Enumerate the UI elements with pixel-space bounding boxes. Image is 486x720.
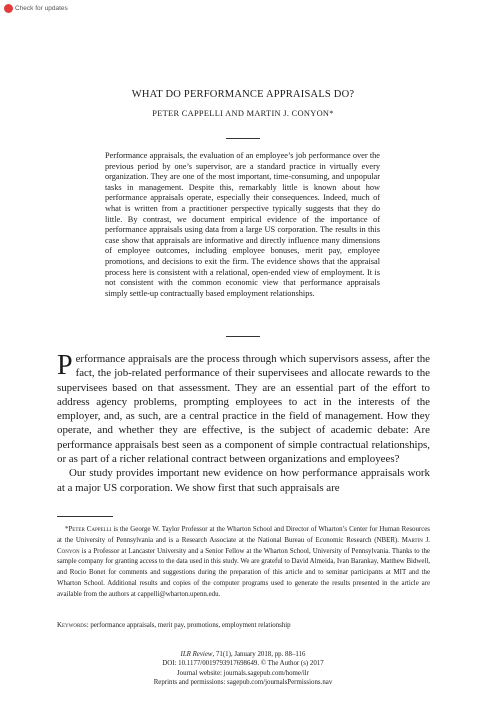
article-title: WHAT DO PERFORMANCE APPRAISALS DO? <box>131 89 355 100</box>
journal-citation <box>0 650 486 659</box>
body-paragraph-2: Our study provides important new evidence on how performance appraisals work at a major US corporation. We show first that such appraisals are <box>57 467 430 494</box>
check-for-updates-badge[interactable] <box>4 3 68 14</box>
drop-cap: P <box>57 350 73 381</box>
journal-website: Journal website: journals.sagepub.com/home/ilr <box>176 669 310 677</box>
abstract-bottom-rule <box>226 336 260 337</box>
journal-info <box>0 650 486 688</box>
journal-issue: , 71(1), January 2018, pp. 88–116 <box>212 651 306 658</box>
keywords-label: Keywords <box>57 622 87 629</box>
badge-label: Check for updates <box>15 5 68 12</box>
body-paragraph-1 <box>57 352 430 466</box>
keywords <box>57 622 430 629</box>
journal-doi: DOI: 10.1177/0019793917698649. © The Author (s) 2017 <box>162 660 324 668</box>
footnote-marker: * <box>65 526 69 533</box>
footnote-author-2: Martin J. Conyon <box>57 536 430 555</box>
body-text <box>57 352 430 495</box>
journal-reprints: Reprints and permissions: sagepub.com/journalsPermissions.nav <box>153 679 333 687</box>
article-authors: PETER CAPPELLI AND MARTIN J. CONYON* <box>152 109 334 118</box>
author-footnote <box>57 525 430 601</box>
footnote-rule <box>57 516 113 517</box>
keywords-text: : performance appraisals, merit pay, promotions, employment relationship <box>86 622 291 629</box>
footnote-text-2: is a Professor at Lancaster University and a Senior Fellow at the Wharton School, University of Pennsylvania. Thanks to the sample company for granting access to the data used in this study. We are grateful to David Almeida, Ivan Barankay, Matthew Bidwell, and Rocio Bonet for comments and suggestions during the preparation of this article and to seminar participants at MIT and the Wharton School. Additional results and copies of the computer programs used to generate the results presented in the article are available from the authors at cappelli@wharton.upenn.edu. <box>57 547 430 598</box>
footnote-text-1: is the George W. Taylor Professor at the Wharton School and Director of Wharton’s Center for Human Resources at the University of Pennsylvania and is a Research Associate at the National Bureau of Economic Research (NBER). <box>57 526 430 544</box>
paragraph-1-text: erformance appraisals are the process through which supervisors assess, after the fact, the job-related performance of their supervisees and allocate rewards to the supervisees based on that assessment. They are an essential part of the effort to address agency problems, prompting employees to act in the interests of the employer, and, as such, are a central practice in the field of management. How they operate, and whether they are effective, is the subject of academic debate: Are performance appraisals best seen as a component of simple contractual relationships, or as part of a richer relational contract between organizations and employees? <box>57 353 430 466</box>
journal-name: ILR Review <box>180 651 213 658</box>
abstract-top-rule <box>226 138 260 139</box>
footnote-author-1: Peter Cappelli <box>68 526 112 533</box>
abstract: Performance appraisals, the evaluation of an employee’s job performance over the previous period by one’s supervisor, are a standard practice in virtually every organization. They are one of the most important, time-consuming, and unpopular tasks in management. Despite this, remarkably little is known about how performance appraisals operate, especially their consequences. Indeed, much of what is written from a practitioner perspective typically suggests that they do little. By contrast, we document empirical evidence of the importance of performance appraisals using data from a large US corporation. The results in this case show that appraisals are informative and directly influence many dimensions of employee outcomes, including employee bonuses, merit pay, employee promotions, and decisions to exit the firm. The evidence shows that the appraisal process here is consistent with a relational, open-ended view of employment. It is not consistent with the common economic view that performance appraisals simply settle-up contractually based employment relationships. <box>105 151 380 298</box>
update-icon <box>4 4 13 13</box>
